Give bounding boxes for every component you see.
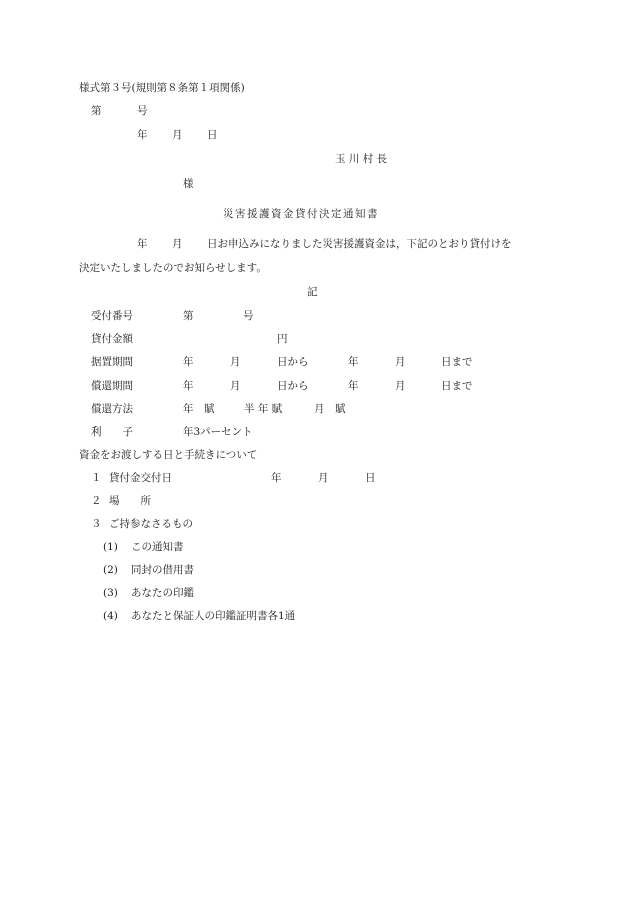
delivery-item1-year: 年 xyxy=(271,472,282,484)
deferment-month2: 月 xyxy=(395,356,406,368)
repayment-method-semiannual: 半 年 賦 xyxy=(244,403,283,415)
bring-item-4-number: (4) xyxy=(103,610,118,622)
deferment-year2: 年 xyxy=(348,356,359,368)
loan-amount-yen: 円 xyxy=(277,333,288,345)
bring-item-1-number: (1) xyxy=(103,541,118,553)
bring-item-3-number: (3) xyxy=(103,587,118,599)
deferment-from: 日から xyxy=(277,356,309,368)
deferment-until: 日まで xyxy=(441,356,473,368)
addressee-sama: 様 xyxy=(183,178,194,190)
body-year: 年 xyxy=(137,238,148,250)
delivery-item1-number: １ xyxy=(91,472,102,484)
date-month: 月 xyxy=(172,129,183,141)
repayment-year1: 年 xyxy=(183,380,194,392)
bring-item-1-text: この通知書 xyxy=(131,541,184,553)
interest-label: 利 子 xyxy=(91,426,133,438)
bring-item-4-text: あなたと保証人の印鑑証明書各1通 xyxy=(131,610,296,622)
repayment-month2: 月 xyxy=(395,380,406,392)
bring-item-2-text: 同封の借用書 xyxy=(131,564,194,576)
repayment-method-monthly: 月 賦 xyxy=(314,403,346,415)
delivery-item1-label: 貸付金交付日 xyxy=(109,472,172,484)
repayment-period-label: 償還期間 xyxy=(91,380,133,392)
receipt-number-go: 号 xyxy=(243,310,254,322)
body-month: 月 xyxy=(172,238,183,250)
delivery-item3-number: ３ xyxy=(91,518,102,530)
date-day: 日 xyxy=(207,129,218,141)
repayment-until: 日まで xyxy=(441,380,473,392)
number-dai: 第 xyxy=(91,105,102,117)
delivery-item1-month: 月 xyxy=(318,472,329,484)
bring-item-3-text: あなたの印鑑 xyxy=(131,587,194,599)
form-header: 様式第３号(規則第８条第１項関係) xyxy=(79,82,245,94)
document-title: 災害援護資金貸付決定通知書 xyxy=(223,208,379,220)
delivery-item2-number: ２ xyxy=(91,495,102,507)
receipt-number-label: 受付番号 xyxy=(91,310,133,322)
repayment-method-label: 償還方法 xyxy=(91,403,133,415)
delivery-item2-label: 場 所 xyxy=(109,495,151,507)
body-line2: 決定いたしましたのでお知らせします。 xyxy=(79,262,267,274)
date-year: 年 xyxy=(137,129,148,141)
repayment-method-annual: 年 賦 xyxy=(183,403,215,415)
sender-name: 玉 川 村 長 xyxy=(335,153,388,165)
body-line1: 日お申込みになりました災害援護資金は，下記のとおり貸付けを xyxy=(207,238,512,250)
deferment-month1: 月 xyxy=(230,356,241,368)
delivery-item1-day: 日 xyxy=(365,472,376,484)
deferment-period-label: 据置期間 xyxy=(91,356,133,368)
number-go: 号 xyxy=(137,105,148,117)
repayment-year2: 年 xyxy=(348,380,359,392)
delivery-item3-label: ご持参なさるもの xyxy=(109,518,193,530)
loan-amount-label: 貸付金額 xyxy=(91,333,133,345)
repayment-month1: 月 xyxy=(230,380,241,392)
interest-value: 年3パーセント xyxy=(183,426,253,438)
repayment-from: 日から xyxy=(277,380,309,392)
receipt-number-dai: 第 xyxy=(183,310,194,322)
deferment-year1: 年 xyxy=(183,356,194,368)
ki-heading: 記 xyxy=(307,286,318,298)
delivery-heading: 資金をお渡しする日と手続きについて xyxy=(79,449,258,461)
bring-item-2-number: (2) xyxy=(103,564,118,576)
